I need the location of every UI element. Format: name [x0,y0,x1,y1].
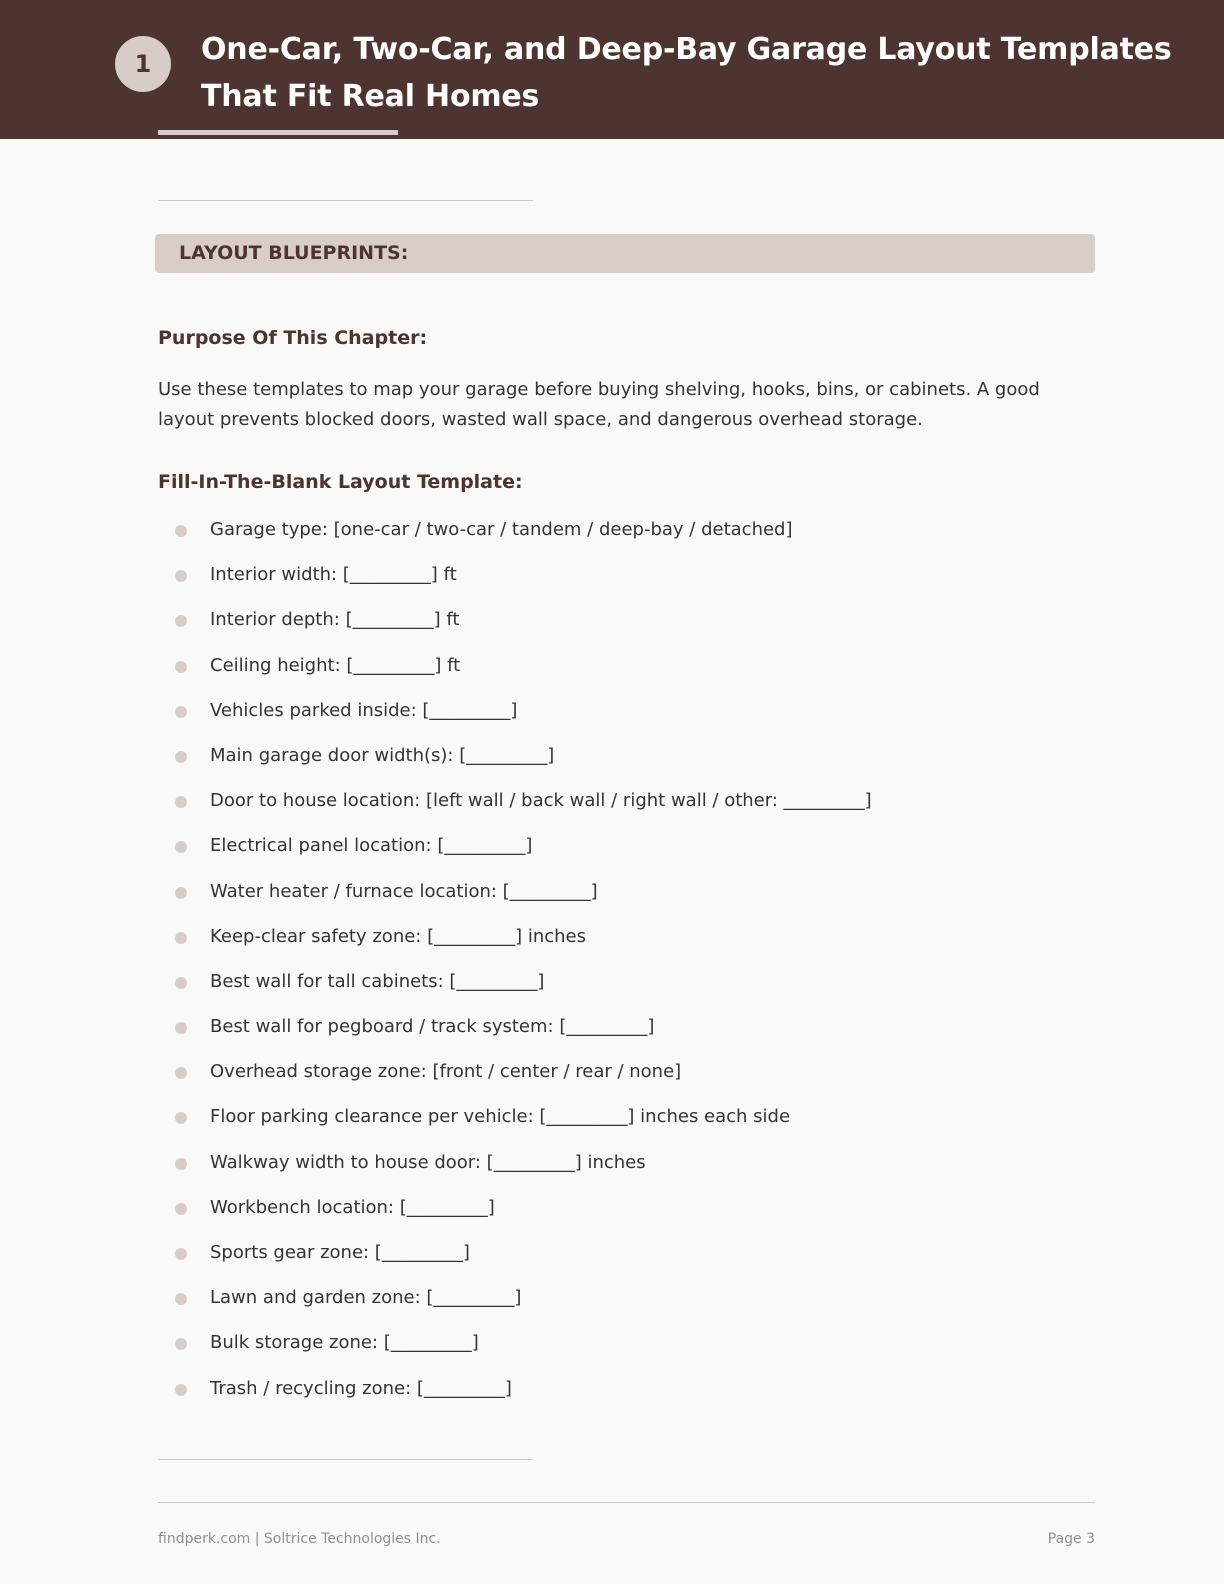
chapter-title-line-1: One-Car, Two-Car, and Deep-Bay Garage Layout Templates [201,32,1172,67]
bullet-icon [175,932,187,944]
bullet-icon [175,1338,187,1350]
list-item-text: Interior depth: [_________] ft [210,609,460,631]
title-underline-accent [158,130,398,135]
list-item-text: Keep-clear safety zone: [_________] inches [210,925,587,947]
list-item-text: Vehicles parked inside: [_________] [210,699,518,721]
list-item-text: Door to house location: [left wall / back wall / right wall / other: _________] [210,790,872,812]
list-item-text: Garage type: [one-car / two-car / tandem / deep-bay / detached] [210,519,793,540]
list-item-text: Bulk storage zone: [_________] [210,1332,479,1354]
section-label: LAYOUT BLUEPRINTS: [179,242,409,264]
list-item-text: Trash / recycling zone: [_________] [210,1377,512,1399]
list-item [158,1194,1098,1239]
footer-source: findperk.com | Soltrice Technologies Inc. [158,1531,441,1547]
list-item-text: Lawn and garden zone: [_________] [210,1287,522,1309]
footer-divider [158,1502,1095,1503]
list-item-text: Water heater / furnace location: [_________] [210,880,598,902]
template-heading: Fill-In-The-Blank Layout Template: [158,471,523,493]
list-item [158,832,1098,877]
bullet-icon [175,1293,187,1305]
bullet-icon [175,706,187,718]
list-item-text: Best wall for tall cabinets: [_________] [210,970,545,992]
list-item-text: Overhead storage zone: [front / center / rear / none] [210,1061,682,1083]
list-item [158,1013,1098,1058]
list-item [158,1375,1098,1420]
bullet-icon [175,1067,187,1079]
list-item [158,787,1098,832]
bullet-icon [175,977,187,989]
bottom-divider [158,1459,533,1460]
list-item-text: Walkway width to house door: [_________] inches [210,1151,646,1173]
bullet-icon [175,1022,187,1034]
bullet-icon [175,796,187,808]
bullet-icon [175,1384,187,1396]
list-item [158,697,1098,742]
bullet-icon [175,525,187,537]
list-item [158,1058,1098,1103]
list-item [158,1149,1098,1194]
section-bar [155,234,1095,273]
list-item [158,878,1098,923]
bullet-icon [175,615,187,627]
list-item-text: Workbench location: [_________] [210,1196,495,1218]
chapter-header [0,0,1224,139]
list-item-text: Main garage door width(s): [_________] [210,744,555,766]
bullet-icon [175,661,187,673]
template-list [158,516,1098,1420]
list-item [158,1103,1098,1148]
bullet-icon [175,1248,187,1260]
bullet-icon [175,1203,187,1215]
bullet-icon [175,570,187,582]
list-item [158,742,1098,787]
bullet-icon [175,887,187,899]
bullet-icon [175,1112,187,1124]
list-item [158,1239,1098,1284]
list-item [158,516,1098,561]
list-item [158,923,1098,968]
chapter-number-badge: 1 [115,36,171,92]
list-item [158,606,1098,651]
chapter-title [201,26,1191,120]
chapter-title-line-2: That Fit Real Homes [201,79,540,114]
bullet-icon [175,751,187,763]
top-divider [158,200,533,201]
list-item [158,1284,1098,1329]
list-item-text: Best wall for pegboard / track system: [_________] [210,1016,655,1038]
list-item [158,1329,1098,1374]
bullet-icon [175,1158,187,1170]
list-item [158,561,1098,606]
list-item-text: Ceiling height: [_________] ft [210,654,461,676]
list-item-text: Sports gear zone: [_________] [210,1242,470,1263]
page-number: Page 3 [1047,1531,1095,1547]
bullet-icon [175,841,187,853]
list-item [158,652,1098,697]
list-item-text: Floor parking clearance per vehicle: [_________] inches each side [210,1106,791,1128]
purpose-paragraph: Use these templates to map your garage before buying shelving, hooks, bins, or cabinets. A good layout prevents blocked doors, wasted wall space, and dangerous overhead storage. [158,379,1040,430]
list-item [158,968,1098,1013]
list-item-text: Interior width: [_________] ft [210,564,457,586]
list-item-text: Electrical panel location: [_________] [210,835,533,857]
purpose-heading: Purpose Of This Chapter: [158,327,428,349]
